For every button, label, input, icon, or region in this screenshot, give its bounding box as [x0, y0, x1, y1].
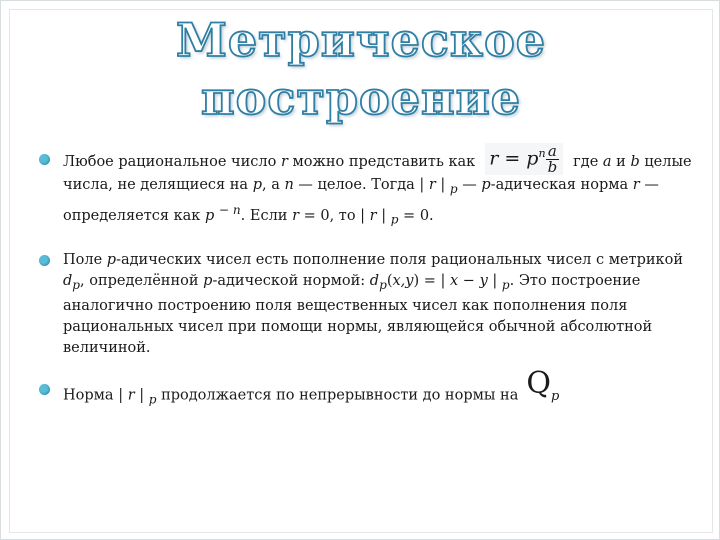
- text: Поле: [63, 252, 107, 269]
- text: -адическая норма: [490, 176, 633, 193]
- formula-r-equals: [485, 143, 563, 175]
- text: = 0, то |: [299, 207, 370, 224]
- subscript: p: [390, 212, 399, 227]
- text: (: [386, 273, 393, 290]
- formula-denominator: b: [547, 157, 558, 176]
- qp-letter: Q: [526, 366, 551, 402]
- var: r: [632, 176, 640, 193]
- title-line-1: Метрическое: [175, 13, 547, 67]
- var: p: [106, 252, 117, 269]
- var: x: [450, 273, 459, 290]
- bullet-norm-extension: [35, 366, 695, 412]
- var: p: [481, 176, 491, 193]
- text: , определённой: [80, 273, 204, 290]
- var: n: [284, 176, 294, 193]
- text: — целое. Тогда |: [293, 176, 429, 193]
- var: a: [602, 153, 612, 170]
- var: r: [292, 207, 299, 224]
- bullet-list: [35, 141, 695, 412]
- text: продолжается по непрерывности до нормы на: [156, 387, 519, 404]
- var: p: [203, 273, 213, 290]
- subscript: p: [148, 392, 157, 407]
- slide-title: [1, 11, 720, 127]
- text: Норма |: [63, 387, 128, 404]
- var: p: [252, 176, 262, 193]
- text: -адических чисел есть пополнение поля рациональных чисел с метрикой: [116, 252, 683, 269]
- var: d: [63, 273, 73, 290]
- text: |: [487, 273, 502, 290]
- subscript: p: [379, 278, 387, 293]
- bullet-dot-icon: [39, 255, 50, 266]
- text: —: [457, 176, 482, 193]
- text: , а: [262, 176, 285, 193]
- text: целые числа, не делящиеся на: [63, 153, 692, 193]
- var: r: [428, 176, 436, 193]
- bullet-dot-icon: [39, 384, 50, 395]
- text: — определяется как: [63, 176, 659, 224]
- text: ) = |: [413, 273, 450, 290]
- text: |: [376, 207, 391, 224]
- title-line-2: построение: [200, 71, 522, 125]
- subscript: p: [72, 278, 81, 293]
- qp-subscript: p: [550, 389, 560, 405]
- var: y: [479, 273, 488, 290]
- var: p: [204, 207, 215, 224]
- text: можно представить как: [287, 153, 476, 170]
- text: −: [458, 273, 480, 290]
- text: -адической нормой:: [212, 273, 370, 290]
- text: . Если: [240, 207, 293, 224]
- var: r: [369, 207, 377, 224]
- var: b: [630, 153, 640, 170]
- var: x,y: [392, 273, 414, 290]
- text: Любое рациональное число: [63, 153, 281, 170]
- formula-fraction: [546, 141, 560, 176]
- bullet-padic-field: [35, 250, 695, 359]
- text: и: [611, 153, 631, 170]
- var: d: [369, 273, 380, 290]
- text: |: [134, 387, 149, 404]
- bullet-rational-representation: [35, 141, 695, 230]
- qp-symbol: [526, 366, 560, 412]
- subscript: p: [501, 278, 510, 293]
- formula-lhs: r = p: [489, 147, 539, 170]
- text: . Это построение аналогично построению поля вещественных чисел как пополнения поля рациональных чисел при помощи нормы, являющейся обычной абсолютной величиной.: [63, 273, 653, 357]
- superscript: − n: [218, 202, 241, 217]
- text: |: [435, 176, 450, 193]
- formula-numerator: a: [546, 144, 560, 160]
- text: = 0.: [398, 207, 434, 224]
- subscript: p: [449, 181, 458, 196]
- var: r: [280, 153, 288, 170]
- formula-exponent: n: [538, 147, 546, 160]
- text: где: [573, 153, 603, 170]
- var: r: [127, 387, 135, 404]
- bullet-dot-icon: [39, 154, 50, 165]
